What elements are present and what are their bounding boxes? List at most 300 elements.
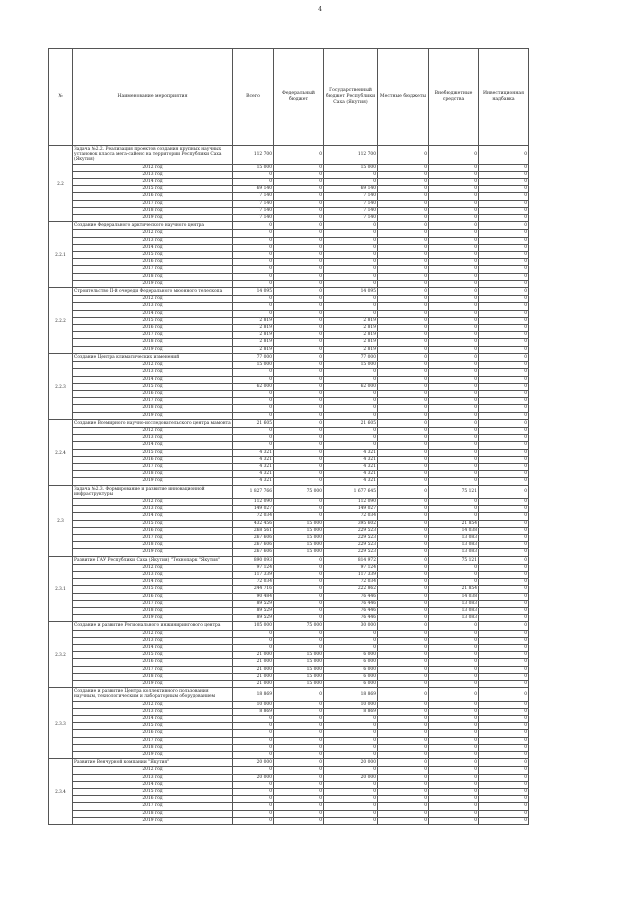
year-value-cell: 0 — [479, 498, 529, 505]
year-value-cell: 0 — [233, 637, 274, 644]
section-value-cell: 77 000 — [233, 353, 274, 361]
year-value-cell: 0 — [429, 332, 479, 339]
year-value-cell: 0 — [378, 456, 429, 463]
year-value-cell: 0 — [233, 237, 274, 244]
year-value-cell: 0 — [479, 781, 529, 788]
year-value-cell: 0 — [479, 666, 529, 673]
year-value-cell: 0 — [479, 442, 529, 449]
header-republic-budget: Государственный бюджет Республики Саха (Якутия) — [324, 49, 378, 146]
year-value-cell: 0 — [324, 630, 378, 637]
year-value-cell: 0 — [479, 405, 529, 412]
section-value-cell: 14 095 — [233, 288, 274, 296]
year-value-cell: 0 — [274, 273, 324, 280]
year-label: 2014 год — [73, 645, 233, 652]
year-value-cell: 0 — [479, 398, 529, 405]
year-value-cell: 0 — [274, 325, 324, 332]
year-label: 2013 год — [73, 435, 233, 442]
year-value-cell: 6 000 — [324, 652, 378, 659]
year-value-cell: 0 — [479, 571, 529, 578]
year-value-cell: 0 — [274, 579, 324, 586]
section-number: 2.2 — [49, 146, 73, 222]
year-value-cell: 0 — [479, 215, 529, 222]
section-title: Создание Всемирного научно-исследовательского центра мамонта — [74, 420, 231, 426]
section-title: Создание и развитие Центра коллективного пользования научным, технологическим и лабораторным оборудованием — [73, 688, 233, 701]
year-value-cell: 15 000 — [274, 666, 324, 673]
section-value-cell: 890 093 — [233, 556, 274, 564]
year-value-cell: 0 — [324, 376, 378, 383]
year-label: 2015 год — [73, 520, 233, 527]
section-value-cell: 0 — [274, 759, 324, 767]
section-value-cell: 0 — [274, 688, 324, 701]
year-value-cell: 0 — [324, 266, 378, 273]
year-value-cell: 0 — [429, 789, 479, 796]
year-value-cell: 0 — [378, 193, 429, 200]
year-label: 2017 год — [73, 463, 233, 470]
year-value-cell: 0 — [378, 579, 429, 586]
section-value-cell: 112 700 — [324, 146, 378, 165]
year-value-cell: 0 — [274, 230, 324, 237]
year-value-cell: 6 000 — [324, 659, 378, 666]
section-value-cell: 0 — [429, 146, 479, 165]
year-value-cell: 0 — [429, 325, 479, 332]
year-value-cell: 0 — [233, 412, 274, 419]
year-row — [49, 737, 529, 744]
year-value-cell: 2 819 — [233, 332, 274, 339]
year-value-cell: 0 — [274, 405, 324, 412]
year-value-cell: 2 819 — [324, 325, 378, 332]
page-number: 4 — [318, 6, 322, 13]
year-value-cell: 0 — [429, 369, 479, 376]
section-value-cell: 75 000 — [274, 485, 324, 498]
section-value-cell: 18 869 — [324, 688, 378, 701]
year-value-cell: 0 — [324, 296, 378, 303]
year-value-cell: 0 — [378, 259, 429, 266]
year-value-cell: 0 — [274, 398, 324, 405]
year-value-cell: 0 — [274, 767, 324, 774]
year-value-cell: 7 140 — [324, 207, 378, 214]
year-row — [49, 405, 529, 412]
year-value-cell: 0 — [429, 442, 479, 449]
year-value-cell: 0 — [429, 317, 479, 324]
year-value-cell: 0 — [378, 774, 429, 781]
year-value-cell: 0 — [429, 193, 479, 200]
year-label: 2012 год — [73, 427, 233, 434]
year-label: 2016 год — [73, 325, 233, 332]
year-value-cell: 0 — [274, 310, 324, 317]
year-value-cell: 0 — [324, 810, 378, 817]
year-value-cell: 0 — [378, 442, 429, 449]
year-label: 2018 год — [73, 339, 233, 346]
year-value-cell: 229 523 — [324, 542, 378, 549]
year-value-cell: 0 — [324, 789, 378, 796]
year-value-cell: 76 446 — [324, 615, 378, 622]
section-row — [49, 622, 529, 630]
year-row — [49, 259, 529, 266]
year-row — [49, 608, 529, 615]
section-value-cell: 0 — [274, 146, 324, 165]
year-value-cell: 0 — [479, 549, 529, 556]
year-row — [49, 615, 529, 622]
year-value-cell: 0 — [479, 600, 529, 607]
header-extrabudgetary: Внебюджетные средства — [429, 49, 479, 146]
year-row — [49, 456, 529, 463]
year-row — [49, 412, 529, 419]
year-value-cell: 0 — [479, 471, 529, 478]
year-value-cell: 0 — [233, 645, 274, 652]
section-number: 2.3.3 — [49, 688, 73, 759]
year-value-cell: 0 — [378, 767, 429, 774]
section-value-cell: 20 000 — [324, 759, 378, 767]
year-value-cell: 229 523 — [324, 527, 378, 534]
year-label: 2012 год — [73, 564, 233, 571]
year-value-cell: 4 321 — [233, 471, 274, 478]
year-value-cell: 0 — [233, 405, 274, 412]
year-value-cell: 0 — [479, 376, 529, 383]
year-row — [49, 730, 529, 737]
year-value-cell: 0 — [324, 442, 378, 449]
year-value-cell: 0 — [378, 723, 429, 730]
year-row — [49, 586, 529, 593]
year-value-cell: 0 — [274, 730, 324, 737]
year-value-cell: 0 — [274, 498, 324, 505]
year-value-cell: 0 — [378, 186, 429, 193]
section-title: Создание и развитие Регионального инжинирингового центра — [73, 622, 233, 630]
year-row — [49, 659, 529, 666]
year-row — [49, 796, 529, 803]
year-value-cell: 0 — [429, 652, 479, 659]
year-value-cell: 0 — [324, 179, 378, 186]
year-label: 2014 год — [73, 376, 233, 383]
year-value-cell: 0 — [429, 463, 479, 470]
year-value-cell: 0 — [233, 390, 274, 397]
year-row — [49, 498, 529, 505]
year-label: 2017 год — [73, 200, 233, 207]
year-value-cell: 0 — [479, 615, 529, 622]
year-label: 2019 год — [73, 752, 233, 759]
year-value-cell: 0 — [378, 398, 429, 405]
year-value-cell: 0 — [378, 817, 429, 824]
year-value-cell: 0 — [479, 179, 529, 186]
year-value-cell: 0 — [274, 171, 324, 178]
section-value-cell: 21 605 — [233, 419, 274, 427]
year-value-cell: 0 — [324, 781, 378, 788]
year-value-cell: 0 — [274, 442, 324, 449]
year-value-cell: 0 — [324, 723, 378, 730]
year-value-cell: 0 — [378, 478, 429, 485]
year-value-cell: 0 — [378, 252, 429, 259]
section-value-cell: 0 — [378, 556, 429, 564]
year-value-cell: 13 083 — [429, 615, 479, 622]
year-value-cell: 0 — [429, 164, 479, 171]
year-row — [49, 701, 529, 708]
year-row — [49, 789, 529, 796]
section-number: 2.3.4 — [49, 759, 73, 825]
year-value-cell: 0 — [429, 708, 479, 715]
year-row — [49, 215, 529, 222]
year-value-cell: 97 124 — [324, 564, 378, 571]
year-value-cell: 0 — [378, 666, 429, 673]
year-value-cell: 0 — [378, 796, 429, 803]
year-label: 2016 год — [73, 659, 233, 666]
year-label: 2019 год — [73, 817, 233, 824]
year-value-cell: 0 — [479, 673, 529, 680]
year-value-cell: 21 000 — [233, 659, 274, 666]
year-value-cell: 0 — [378, 339, 429, 346]
year-value-cell: 0 — [324, 752, 378, 759]
year-value-cell: 0 — [274, 637, 324, 644]
year-row — [49, 325, 529, 332]
year-value-cell: 0 — [479, 207, 529, 214]
section-title: Создание Центра климатических изменений — [73, 353, 233, 361]
section-value-cell: 18 869 — [233, 688, 274, 701]
year-value-cell: 0 — [378, 564, 429, 571]
section-value-cell: 0 — [274, 222, 324, 230]
year-value-cell: 0 — [274, 456, 324, 463]
year-value-cell: 0 — [233, 310, 274, 317]
year-value-cell: 0 — [378, 520, 429, 527]
year-value-cell: 0 — [378, 200, 429, 207]
section-value-cell: 14 095 — [324, 288, 378, 296]
year-value-cell: 20 000 — [324, 774, 378, 781]
year-row — [49, 266, 529, 273]
year-value-cell: 0 — [378, 303, 429, 310]
year-row — [49, 549, 529, 556]
section-value-cell: 0 — [378, 146, 429, 165]
year-value-cell: 0 — [479, 723, 529, 730]
year-value-cell: 0 — [274, 645, 324, 652]
year-value-cell: 4 321 — [324, 478, 378, 485]
header-number: № — [49, 49, 73, 146]
year-label: 2012 год — [73, 767, 233, 774]
year-value-cell: 0 — [429, 280, 479, 287]
year-row — [49, 767, 529, 774]
year-value-cell: 0 — [378, 471, 429, 478]
year-value-cell: 0 — [233, 244, 274, 251]
year-row — [49, 723, 529, 730]
year-label: 2017 год — [73, 398, 233, 405]
year-value-cell: 0 — [274, 593, 324, 600]
year-value-cell: 6 000 — [324, 666, 378, 673]
year-value-cell: 4 321 — [233, 463, 274, 470]
year-value-cell: 0 — [378, 412, 429, 419]
year-row — [49, 652, 529, 659]
year-value-cell: 0 — [274, 200, 324, 207]
year-value-cell: 268 561 — [233, 527, 274, 534]
year-value-cell: 0 — [479, 164, 529, 171]
year-value-cell: 0 — [378, 369, 429, 376]
section-value-cell: 0 — [429, 622, 479, 630]
year-value-cell: 4 321 — [324, 449, 378, 456]
year-value-cell: 0 — [479, 325, 529, 332]
section-value-cell: 0 — [479, 419, 529, 427]
year-value-cell: 0 — [324, 398, 378, 405]
year-row — [49, 303, 529, 310]
year-value-cell: 0 — [479, 369, 529, 376]
year-value-cell: 0 — [429, 774, 479, 781]
section-value-cell: 0 — [378, 688, 429, 701]
section-value-cell: 0 — [378, 485, 429, 498]
year-value-cell: 0 — [324, 796, 378, 803]
table-header-row — [49, 49, 529, 146]
year-row — [49, 390, 529, 397]
year-row — [49, 252, 529, 259]
year-label: 2019 год — [73, 412, 233, 419]
year-row — [49, 513, 529, 520]
year-value-cell: 0 — [378, 390, 429, 397]
year-value-cell: 0 — [274, 207, 324, 214]
year-value-cell: 0 — [324, 803, 378, 810]
section-value-cell: 105 000 — [233, 622, 274, 630]
year-label: 2018 год — [73, 744, 233, 751]
year-value-cell: 0 — [233, 723, 274, 730]
year-label: 2015 год — [73, 789, 233, 796]
year-value-cell: 0 — [324, 637, 378, 644]
year-row — [49, 810, 529, 817]
section-value-cell: 0 — [479, 146, 529, 165]
year-value-cell: 149 027 — [233, 506, 274, 513]
year-value-cell: 0 — [378, 586, 429, 593]
year-value-cell: 0 — [274, 716, 324, 723]
year-value-cell: 0 — [274, 744, 324, 751]
year-value-cell: 0 — [429, 296, 479, 303]
year-value-cell: 0 — [479, 744, 529, 751]
year-value-cell: 0 — [429, 412, 479, 419]
section-row — [49, 146, 529, 165]
year-value-cell: 15 000 — [274, 681, 324, 688]
section-value-cell: 1 827 766 — [233, 485, 274, 498]
year-value-cell: 0 — [233, 817, 274, 824]
section-title: Задача №2.3. Формирование и развитие инновационной инфраструктуры — [73, 485, 233, 498]
year-value-cell: 0 — [233, 252, 274, 259]
year-value-cell: 0 — [324, 744, 378, 751]
year-value-cell: 0 — [429, 230, 479, 237]
year-value-cell: 7 140 — [324, 215, 378, 222]
year-value-cell: 0 — [274, 600, 324, 607]
year-row — [49, 803, 529, 810]
year-value-cell: 62 000 — [233, 383, 274, 390]
year-row — [49, 744, 529, 751]
year-value-cell: 0 — [429, 200, 479, 207]
year-label: 2013 год — [73, 171, 233, 178]
year-label: 2012 год — [73, 164, 233, 171]
year-value-cell: 0 — [274, 564, 324, 571]
year-value-cell: 0 — [429, 405, 479, 412]
year-value-cell: 0 — [274, 471, 324, 478]
year-value-cell: 15 000 — [274, 527, 324, 534]
year-value-cell: 15 000 — [274, 520, 324, 527]
year-value-cell: 0 — [378, 549, 429, 556]
year-label: 2013 год — [73, 708, 233, 715]
year-value-cell: 0 — [233, 179, 274, 186]
year-value-cell: 0 — [274, 701, 324, 708]
section-row — [49, 556, 529, 564]
year-row — [49, 593, 529, 600]
year-row — [49, 164, 529, 171]
section-value-cell: 75 000 — [274, 622, 324, 630]
year-value-cell: 0 — [378, 435, 429, 442]
year-value-cell: 0 — [274, 513, 324, 520]
year-value-cell: 21 000 — [233, 666, 274, 673]
year-value-cell: 89 529 — [233, 600, 274, 607]
year-value-cell: 0 — [274, 803, 324, 810]
year-value-cell: 0 — [274, 266, 324, 273]
year-row — [49, 369, 529, 376]
year-value-cell: 21 000 — [233, 673, 274, 680]
year-value-cell: 0 — [378, 716, 429, 723]
year-value-cell: 0 — [378, 789, 429, 796]
year-value-cell: 0 — [274, 723, 324, 730]
year-value-cell: 0 — [479, 346, 529, 353]
year-label: 2018 год — [73, 273, 233, 280]
year-value-cell: 0 — [274, 817, 324, 824]
year-value-cell: 0 — [274, 237, 324, 244]
year-value-cell: 0 — [324, 737, 378, 744]
section-value-cell: 0 — [429, 419, 479, 427]
year-value-cell: 0 — [429, 659, 479, 666]
year-value-cell: 0 — [429, 266, 479, 273]
year-value-cell: 0 — [479, 803, 529, 810]
section-value-cell: 0 — [429, 222, 479, 230]
year-value-cell: 0 — [274, 215, 324, 222]
year-row — [49, 564, 529, 571]
year-value-cell: 0 — [324, 369, 378, 376]
year-value-cell: 72 034 — [324, 513, 378, 520]
year-value-cell: 0 — [274, 186, 324, 193]
year-value-cell: 0 — [429, 456, 479, 463]
year-value-cell: 8 869 — [233, 708, 274, 715]
year-value-cell: 13 083 — [429, 600, 479, 607]
year-value-cell: 0 — [378, 608, 429, 615]
year-value-cell: 7 140 — [324, 200, 378, 207]
year-value-cell: 15 000 — [274, 673, 324, 680]
year-value-cell: 0 — [274, 362, 324, 369]
year-value-cell: 0 — [378, 332, 429, 339]
year-value-cell: 0 — [274, 781, 324, 788]
year-value-cell: 72 034 — [233, 579, 274, 586]
year-value-cell: 0 — [378, 296, 429, 303]
year-value-cell: 0 — [324, 427, 378, 434]
year-value-cell: 244 716 — [233, 586, 274, 593]
year-label: 2017 год — [73, 666, 233, 673]
year-row — [49, 774, 529, 781]
year-label: 2017 год — [73, 332, 233, 339]
year-value-cell: 0 — [233, 442, 274, 449]
year-value-cell: 0 — [378, 681, 429, 688]
section-value-cell: 0 — [429, 288, 479, 296]
year-value-cell: 0 — [429, 666, 479, 673]
year-label: 2016 год — [73, 730, 233, 737]
year-value-cell: 0 — [378, 207, 429, 214]
section-number: 2.2.1 — [49, 222, 73, 288]
year-value-cell: 69 140 — [233, 186, 274, 193]
year-value-cell: 0 — [233, 280, 274, 287]
year-value-cell: 2 819 — [324, 346, 378, 353]
year-value-cell: 6 000 — [324, 681, 378, 688]
year-value-cell: 0 — [378, 405, 429, 412]
year-value-cell: 0 — [429, 346, 479, 353]
year-value-cell: 0 — [324, 645, 378, 652]
year-value-cell: 0 — [429, 471, 479, 478]
section-value-cell: 0 — [479, 759, 529, 767]
year-label: 2015 год — [73, 317, 233, 324]
year-value-cell: 0 — [274, 193, 324, 200]
year-value-cell: 15 000 — [274, 659, 324, 666]
year-value-cell: 0 — [378, 215, 429, 222]
year-label: 2015 год — [73, 383, 233, 390]
year-value-cell: 0 — [274, 244, 324, 251]
year-label: 2016 год — [73, 796, 233, 803]
year-value-cell: 89 529 — [233, 608, 274, 615]
